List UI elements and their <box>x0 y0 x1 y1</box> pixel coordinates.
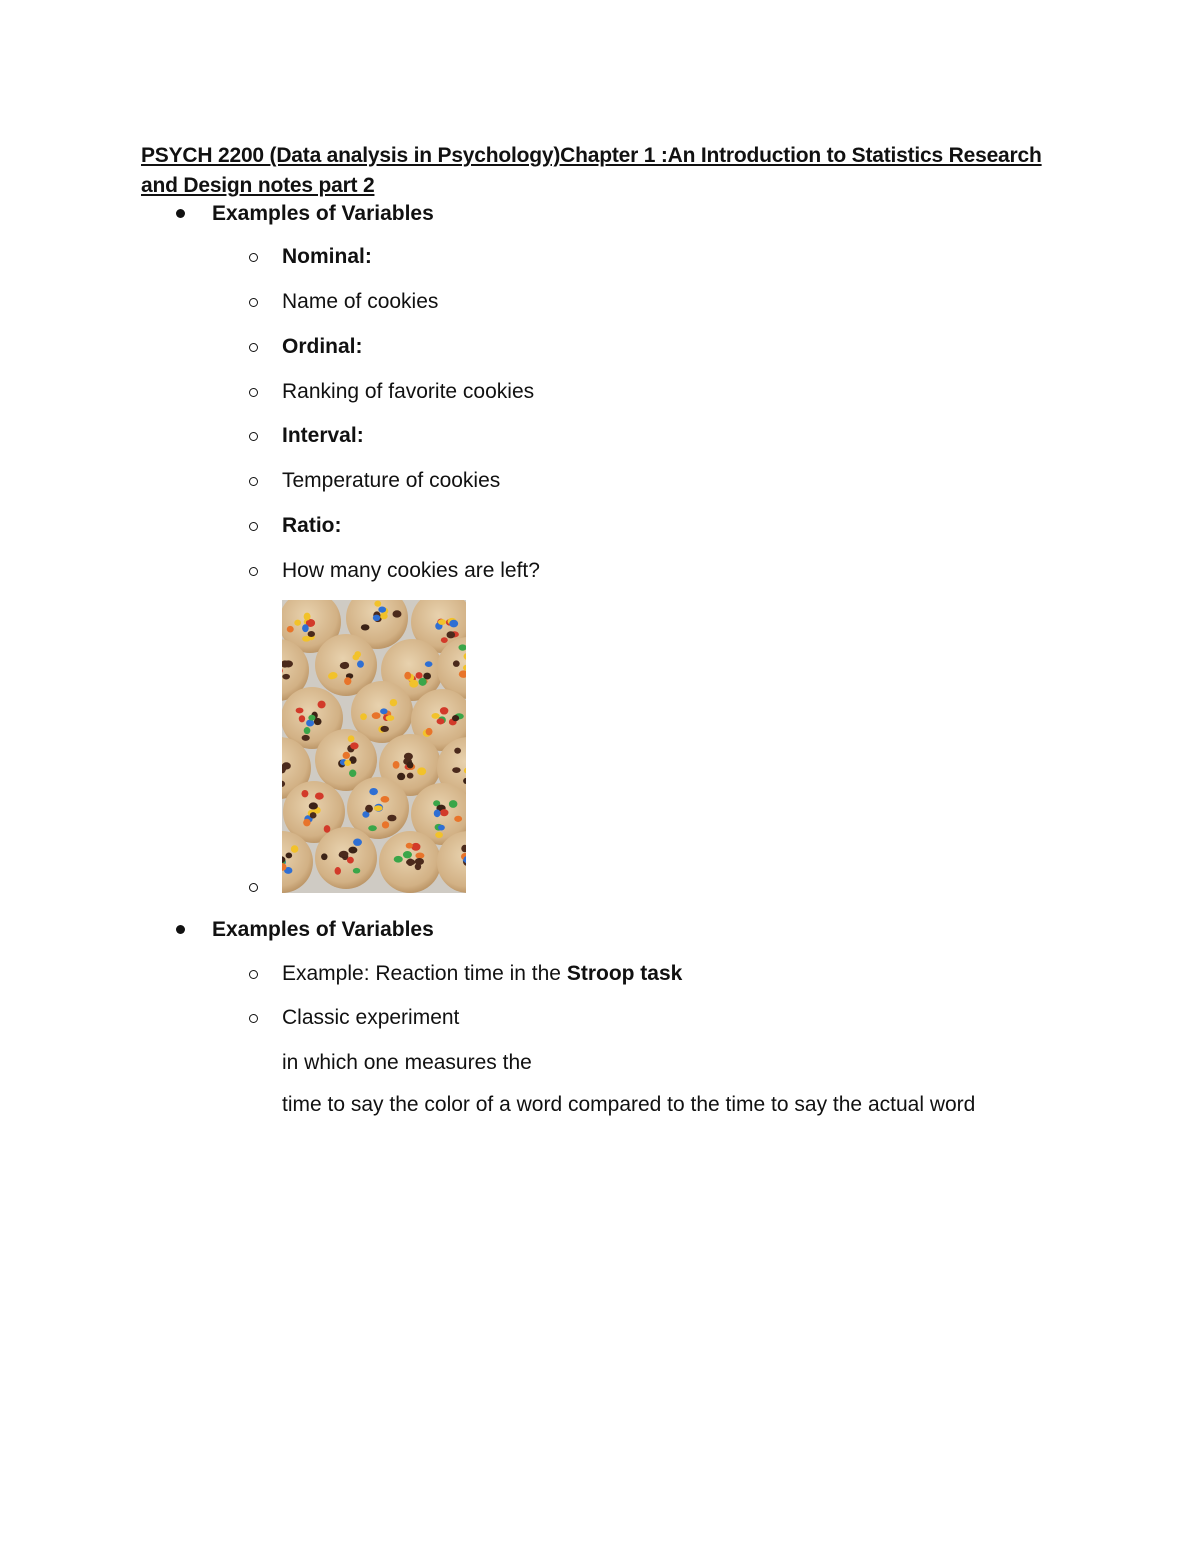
candy-piece <box>438 619 446 625</box>
candy-piece <box>378 606 386 612</box>
candy-piece <box>435 832 443 838</box>
candy-piece <box>344 760 351 766</box>
candy-piece <box>438 825 445 831</box>
candy-piece <box>284 660 293 667</box>
list-item: Classic experiment <box>282 1006 460 1029</box>
cookies-illustration <box>282 600 466 893</box>
candy-piece <box>309 802 318 809</box>
list-item <box>282 960 682 988</box>
candy-piece <box>440 707 449 714</box>
candy-piece <box>353 868 360 874</box>
bullet-circle-icon <box>249 253 258 262</box>
list-item: Interval: <box>282 424 364 447</box>
candy-piece <box>365 805 373 813</box>
candy-piece <box>304 613 311 621</box>
candy-piece <box>374 805 383 811</box>
list-item: Ratio: <box>282 514 342 537</box>
candy-piece <box>415 852 424 858</box>
list-item: Nominal: <box>282 245 372 268</box>
candy-piece <box>437 718 445 724</box>
candy-piece <box>299 715 305 722</box>
candy-piece <box>315 792 324 799</box>
candy-piece <box>407 761 414 768</box>
bullet-circle-icon <box>249 343 258 352</box>
candy-piece <box>406 843 413 849</box>
candy-piece <box>372 712 381 719</box>
candy-piece <box>454 816 462 822</box>
candy-piece <box>357 661 364 668</box>
candy-piece <box>348 735 355 742</box>
list-item: Temperature of cookies <box>282 469 501 492</box>
candy-piece <box>404 672 411 680</box>
candy-piece <box>318 701 326 709</box>
candy-piece <box>348 847 357 854</box>
candy-piece <box>392 610 401 617</box>
candy-piece <box>321 853 327 860</box>
candy-piece <box>431 713 439 719</box>
candy-piece <box>394 856 403 863</box>
candy-piece <box>387 815 396 822</box>
candy-piece <box>335 867 341 875</box>
candy-piece <box>296 708 304 714</box>
candy-piece <box>303 819 310 827</box>
cookies-photo <box>282 600 466 893</box>
bullet-circle-icon <box>249 298 258 307</box>
section-heading: Examples of Variables <box>212 202 434 225</box>
candy-piece <box>380 613 388 620</box>
candy-piece <box>282 674 290 680</box>
candy-piece <box>368 825 377 831</box>
bullet-circle-icon <box>249 432 258 441</box>
bullet-circle-icon <box>249 477 258 486</box>
list-item: Ranking of favorite cookies <box>282 380 535 403</box>
candy-piece <box>407 858 414 865</box>
candy-piece <box>453 660 460 667</box>
candy-piece <box>294 620 301 626</box>
bullet-circle-icon <box>249 883 258 892</box>
candy-piece <box>291 845 299 852</box>
candy-piece <box>403 851 412 858</box>
section-heading: Examples of Variables <box>212 918 434 941</box>
candy-piece <box>286 853 293 859</box>
stroop-task-term: Stroop task <box>566 962 683 985</box>
candy-piece <box>308 715 315 721</box>
example-text: Example: Reaction time in the <box>282 962 567 985</box>
candy-piece <box>440 809 449 816</box>
candy-piece <box>404 753 413 760</box>
candy-piece <box>308 631 315 637</box>
candy-piece <box>302 735 310 741</box>
candy-piece <box>353 838 362 845</box>
candy-piece <box>301 790 308 797</box>
candy-piece <box>341 662 349 668</box>
candy-piece <box>386 715 395 721</box>
bullet-circle-icon <box>249 388 258 397</box>
list-item: Name of cookies <box>282 290 439 313</box>
candy-piece <box>434 809 441 817</box>
candy-piece <box>409 680 418 688</box>
candy-piece <box>374 601 381 607</box>
candy-piece <box>419 678 427 686</box>
candy-piece <box>380 708 387 714</box>
candy-piece <box>447 631 455 638</box>
candy-piece <box>425 661 433 667</box>
candy-piece <box>287 626 294 633</box>
page-title: PSYCH 2200 (Data analysis in Psychology)Chapter 1 :An Introduction to Statistics Research and Design notes part 2 <box>141 144 1042 197</box>
candy-piece <box>310 812 317 818</box>
candy-piece <box>361 624 370 630</box>
bullet-dot-icon <box>176 925 185 934</box>
candy-piece <box>452 715 459 721</box>
candy-piece <box>426 728 433 736</box>
candy-piece <box>339 851 348 857</box>
candy-piece <box>347 857 354 864</box>
bullet-circle-icon <box>249 567 258 576</box>
paragraph-line: in which one measures the <box>282 1051 532 1074</box>
candy-piece <box>360 713 367 720</box>
candy-piece <box>390 699 397 706</box>
list-item: How many cookies are left? <box>282 559 540 582</box>
candy-piece <box>380 726 388 732</box>
candy-piece <box>369 788 378 795</box>
candy-piece <box>380 796 389 803</box>
candy-piece <box>416 672 423 679</box>
candy-piece <box>302 624 309 632</box>
bullet-circle-icon <box>249 522 258 531</box>
candy-piece <box>407 773 414 779</box>
candy-piece <box>417 767 426 775</box>
candy-piece <box>324 825 331 833</box>
candy-piece <box>373 615 380 621</box>
candy-piece <box>328 673 335 679</box>
candy-piece <box>304 727 311 734</box>
candy-piece <box>344 677 351 685</box>
candy-piece <box>454 748 461 754</box>
candy-piece <box>449 800 458 808</box>
candy-piece <box>441 637 448 643</box>
candy-piece <box>415 863 421 870</box>
candy-piece <box>382 821 389 828</box>
bullet-circle-icon <box>249 1014 258 1023</box>
bullet-dot-icon <box>176 209 185 218</box>
candy-piece <box>411 843 420 851</box>
candy-piece <box>452 767 460 773</box>
candy-piece <box>449 620 458 628</box>
candy-piece <box>397 773 405 780</box>
candy-piece <box>343 752 350 759</box>
candy-piece <box>349 769 356 777</box>
list-item: Ordinal: <box>282 335 363 358</box>
bullet-circle-icon <box>249 970 258 979</box>
candy-piece <box>393 761 400 769</box>
candy-piece <box>353 654 360 660</box>
paragraph-line: time to say the color of a word compared to the time to say the actual word <box>282 1093 976 1116</box>
candy-piece <box>350 742 358 749</box>
